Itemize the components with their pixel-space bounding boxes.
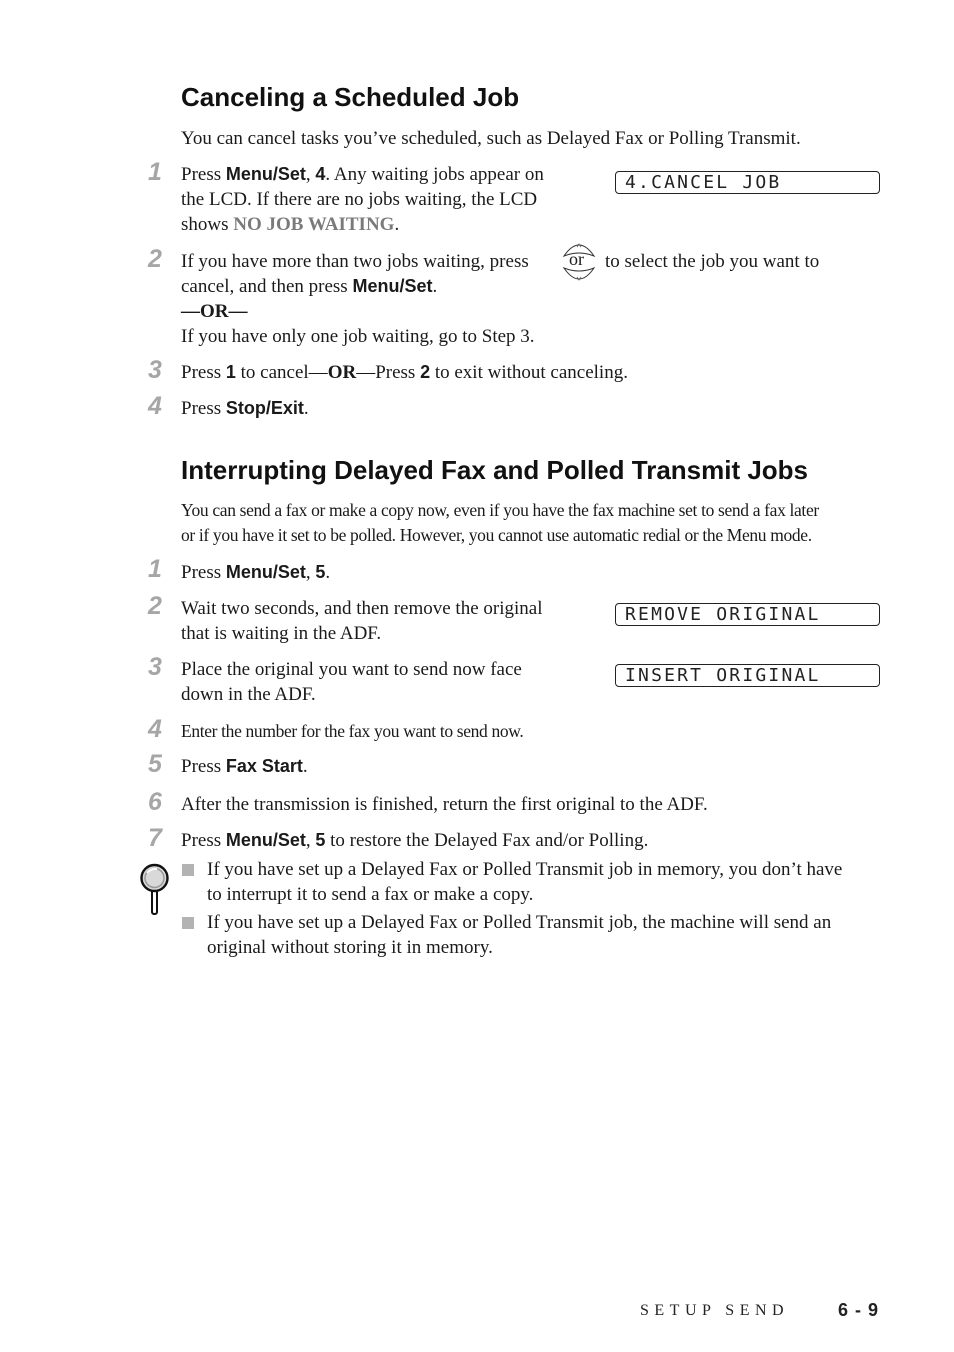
- step-number: 3: [148, 356, 162, 384]
- page-number: 6 - 9: [838, 1300, 880, 1320]
- up-down-scroll-key-icon: [560, 236, 598, 288]
- key-label: Menu/Set: [225, 830, 306, 850]
- step-text: down in the ADF.: [181, 684, 316, 705]
- key-label: 2: [420, 362, 431, 382]
- step-number: 6: [148, 788, 162, 816]
- section-intro: You can send a fax or make a copy now, even if you have the fax machine set to send a fax later: [181, 500, 819, 520]
- step-text: Press Fax Start.: [181, 756, 308, 777]
- step-number: 2: [148, 592, 162, 620]
- step-text: Press Menu/Set, 5 to restore the Delayed Fax and/or Polling.: [181, 830, 649, 851]
- step-number: 1: [148, 555, 162, 583]
- section-intro: You can cancel tasks you’ve scheduled, such as Delayed Fax or Polling Transmit.: [181, 128, 801, 149]
- key-label: Menu/Set: [352, 276, 433, 296]
- step-number: 4: [148, 392, 162, 420]
- note-bullet: [182, 916, 194, 934]
- key-label: Menu/Set: [225, 562, 306, 582]
- step-text: If you have only one job waiting, go to Step 3.: [181, 326, 535, 347]
- section-intro: or if you have it set to be polled. However, you cannot use automatic redial or the Menu mode.: [181, 525, 812, 545]
- lcd-message: NO JOB WAITING: [233, 214, 395, 235]
- or-label: or: [569, 249, 584, 269]
- step-text: Press 1 to cancel—OR—Press 2 to exit without canceling.: [181, 362, 628, 383]
- note-text: to interrupt it to send a fax or make a copy.: [207, 884, 534, 905]
- step-text: to select the job you want to: [605, 251, 820, 272]
- step-text: If you have more than two jobs waiting, press: [181, 251, 529, 272]
- key-label: 4: [315, 164, 326, 184]
- step-text: Press Menu/Set, 5.: [181, 562, 331, 583]
- lcd-display: INSERT ORIGINAL: [615, 664, 880, 687]
- footer-section-name: SETUP SEND: [640, 1302, 790, 1319]
- key-label: Fax Start: [225, 756, 303, 776]
- step-text: Press Stop/Exit.: [181, 398, 309, 419]
- step-text: Enter the number for the fax you want to send now.: [181, 721, 524, 741]
- key-label: 5: [315, 562, 326, 582]
- magnifier-note-icon: [138, 862, 172, 916]
- step-number: 4: [148, 715, 162, 743]
- step-text: shows NO JOB WAITING.: [181, 214, 400, 235]
- note-text: original without storing it in memory.: [207, 937, 493, 958]
- or-separator: —OR—: [181, 301, 248, 322]
- step-text: that is waiting in the ADF.: [181, 623, 382, 644]
- step-number: 1: [148, 158, 162, 186]
- step-text: Place the original you want to send now face: [181, 659, 522, 680]
- step-text: Wait two seconds, and then remove the original: [181, 598, 543, 619]
- lcd-display: 4.CANCEL JOB: [615, 171, 880, 194]
- step-number: 7: [148, 824, 162, 852]
- note-text: If you have set up a Delayed Fax or Polled Transmit job, the machine will send an: [207, 912, 832, 933]
- section-title-interrupting: Interrupting Delayed Fax and Polled Transmit Jobs: [181, 455, 809, 485]
- step-number: 3: [148, 653, 162, 681]
- key-label: Stop/Exit: [225, 398, 304, 418]
- section-title-canceling: Canceling a Scheduled Job: [181, 82, 520, 112]
- step-text: After the transmission is finished, return the first original to the ADF.: [181, 794, 708, 815]
- key-label: 1: [225, 362, 236, 382]
- step-text: Press Menu/Set, 4. Any waiting jobs appear on: [181, 164, 544, 185]
- key-label: Menu/Set: [225, 164, 306, 184]
- lcd-display: REMOVE ORIGINAL: [615, 603, 880, 626]
- step-text: the LCD. If there are no jobs waiting, the LCD: [181, 189, 538, 210]
- note-bullet: [182, 863, 194, 881]
- key-label: 5: [315, 830, 326, 850]
- step-number: 5: [148, 750, 162, 778]
- step-text: cancel, and then press Menu/Set.: [181, 276, 438, 297]
- note-text: If you have set up a Delayed Fax or Polled Transmit job in memory, you don’t have: [207, 859, 843, 880]
- step-number: 2: [148, 245, 162, 273]
